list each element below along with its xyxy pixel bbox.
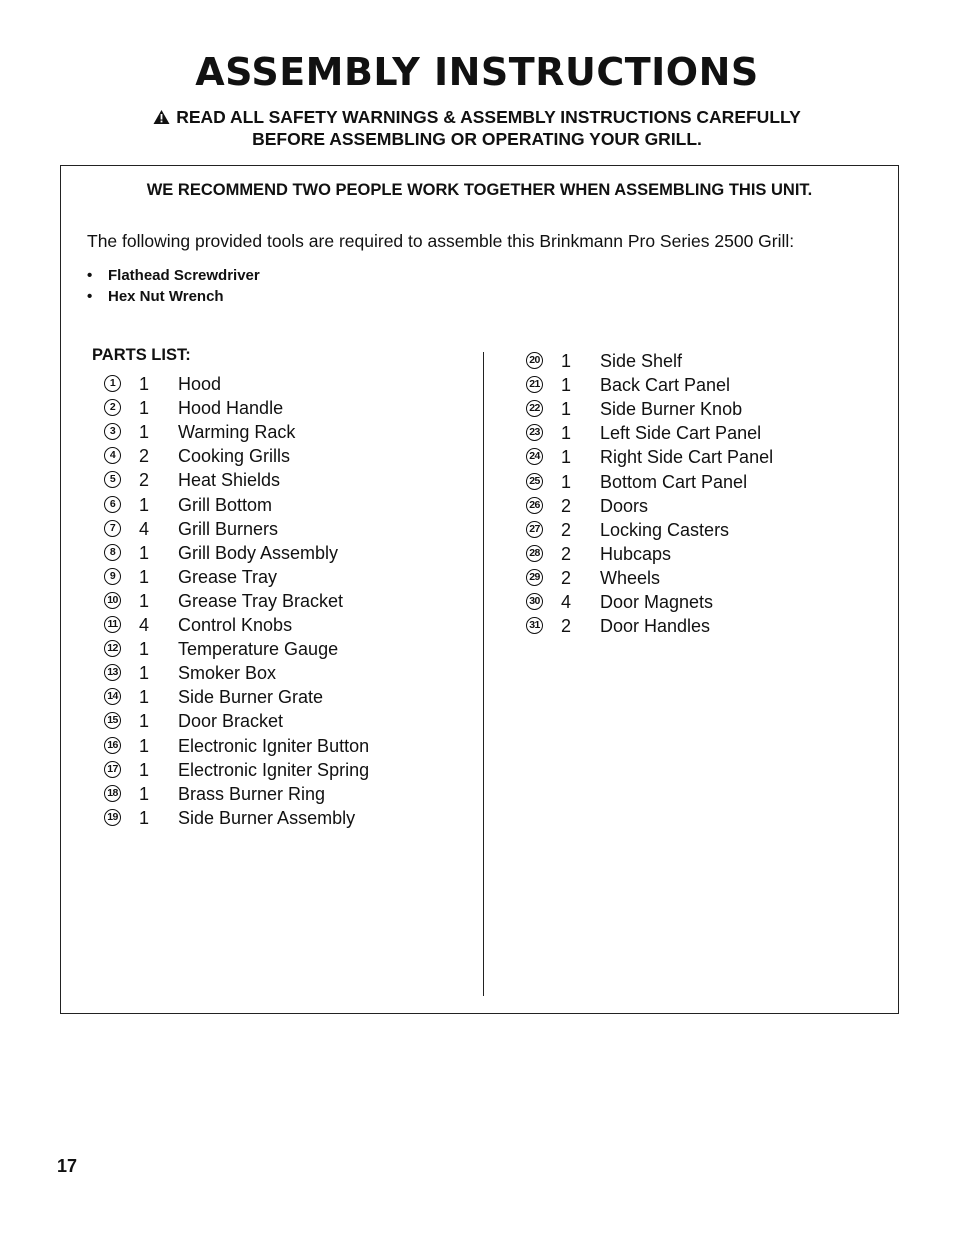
tool-item [87, 267, 260, 284]
tools-intro-text: The following provided tools are required to assemble this Brinkmann Pro Series 2500 Grill: [87, 231, 795, 251]
bullet-icon: • [87, 267, 93, 284]
part-name: Grill Bottom [178, 495, 273, 515]
part-number-badge: 11 [104, 616, 121, 633]
part-number-badge: 17 [104, 761, 121, 778]
part-number-badge: 1 [104, 375, 121, 392]
warning-line-2: BEFORE ASSEMBLING OR OPERATING YOUR GRILL. [252, 129, 702, 149]
part-number-badge: 19 [104, 809, 121, 826]
part-number-badge: 22 [526, 400, 543, 417]
part-number-badge: 6 [104, 496, 121, 513]
part-name: Door Handles [600, 616, 711, 636]
tool-item [87, 288, 224, 305]
part-quantity: 1 [139, 374, 150, 394]
part-number-badge: 8 [104, 544, 121, 561]
part-name: Door Bracket [178, 711, 284, 731]
part-name: Right Side Cart Panel [600, 447, 774, 467]
tool-name: Flathead Screwdriver [108, 267, 260, 284]
part-name: Brass Burner Ring [178, 784, 326, 804]
part-name: Side Burner Knob [600, 399, 743, 419]
part-name: Door Magnets [600, 592, 714, 612]
part-quantity: 1 [561, 351, 572, 371]
part-quantity: 2 [561, 568, 572, 588]
part-quantity: 2 [561, 496, 572, 516]
tool-name: Hex Nut Wrench [108, 288, 224, 305]
recommendation-text: WE RECOMMEND TWO PEOPLE WORK TOGETHER WHEN ASSEMBLING THIS UNIT. [146, 181, 813, 199]
part-name: Back Cart Panel [600, 375, 731, 395]
part-number-badge: 25 [526, 473, 543, 490]
part-quantity: 1 [561, 423, 572, 443]
part-name: Grease Tray Bracket [178, 591, 344, 611]
part-quantity: 1 [139, 543, 150, 563]
part-quantity: 1 [139, 495, 150, 515]
part-quantity: 4 [139, 615, 150, 635]
part-quantity: 4 [139, 519, 150, 539]
part-number-badge: 13 [104, 664, 121, 681]
part-number-badge: 27 [526, 521, 543, 538]
part-name: Doors [600, 496, 649, 516]
part-number-badge: 18 [104, 785, 121, 802]
part-name: Electronic Igniter Spring [178, 760, 370, 780]
part-name: Grease Tray [178, 567, 278, 587]
part-number-badge: 20 [526, 352, 543, 369]
part-number-badge: 9 [104, 568, 121, 585]
part-number-badge: 15 [104, 712, 121, 729]
part-quantity: 1 [561, 375, 572, 395]
part-quantity: 1 [139, 711, 150, 731]
part-name: Temperature Gauge [178, 639, 339, 659]
part-quantity: 2 [561, 520, 572, 540]
part-quantity: 1 [561, 399, 572, 419]
part-name: Hood [178, 374, 222, 394]
part-name: Grill Burners [178, 519, 279, 539]
part-number-badge: 4 [104, 447, 121, 464]
part-quantity: 1 [561, 447, 572, 467]
part-quantity: 2 [139, 446, 150, 466]
part-number-badge: 26 [526, 497, 543, 514]
part-number-badge: 31 [526, 617, 543, 634]
part-number-badge: 24 [526, 448, 543, 465]
part-quantity: 1 [139, 736, 150, 756]
part-number-badge: 21 [526, 376, 543, 393]
part-name: Heat Shields [178, 470, 281, 490]
part-name: Wheels [600, 568, 661, 588]
part-name: Hood Handle [178, 398, 284, 418]
part-quantity: 1 [139, 760, 150, 780]
part-number-badge: 10 [104, 592, 121, 609]
part-number-badge: 29 [526, 569, 543, 586]
column-divider [483, 352, 484, 996]
part-name: Hubcaps [600, 544, 672, 564]
parts-list-title: PARTS LIST: [92, 346, 191, 364]
part-quantity: 4 [561, 592, 572, 612]
part-name: Electronic Igniter Button [178, 736, 370, 756]
part-quantity: 2 [139, 470, 150, 490]
bullet-icon: • [87, 288, 93, 305]
part-quantity: 1 [139, 398, 150, 418]
part-number-badge: 5 [104, 471, 121, 488]
part-quantity: 1 [139, 808, 150, 828]
part-name: Locking Casters [600, 520, 730, 540]
part-number-badge: 14 [104, 688, 121, 705]
part-quantity: 1 [139, 784, 150, 804]
part-name: Warming Rack [178, 422, 296, 442]
part-quantity: 2 [561, 616, 572, 636]
part-number-badge: 16 [104, 737, 121, 754]
part-quantity: 1 [139, 591, 150, 611]
part-quantity: 1 [139, 687, 150, 707]
part-number-badge: 2 [104, 399, 121, 416]
part-name: Bottom Cart Panel [600, 472, 748, 492]
warning-line-1: READ ALL SAFETY WARNINGS & ASSEMBLY INSTRUCTIONS CAREFULLY [176, 107, 801, 127]
part-name: Grill Body Assembly [178, 543, 339, 563]
part-quantity: 1 [139, 567, 150, 587]
part-number-badge: 3 [104, 423, 121, 440]
part-name: Side Shelf [600, 351, 683, 371]
page-number: 17 [57, 1156, 78, 1176]
part-number-badge: 28 [526, 545, 543, 562]
part-name: Cooking Grills [178, 446, 291, 466]
part-quantity: 2 [561, 544, 572, 564]
part-number-badge: 7 [104, 520, 121, 537]
part-name: Left Side Cart Panel [600, 423, 762, 443]
part-quantity: 1 [139, 663, 150, 683]
part-name: Side Burner Grate [178, 687, 324, 707]
safety-warning [0, 106, 954, 150]
part-number-badge: 23 [526, 424, 543, 441]
part-name: Control Knobs [178, 615, 293, 635]
warning-triangle-icon [153, 109, 170, 125]
part-quantity: 1 [139, 639, 150, 659]
part-quantity: 1 [561, 472, 572, 492]
part-number-badge: 30 [526, 593, 543, 610]
part-number-badge: 12 [104, 640, 121, 657]
page-title: ASSEMBLY INSTRUCTIONS [195, 50, 759, 94]
part-quantity: 1 [139, 422, 150, 442]
part-name: Side Burner Assembly [178, 808, 356, 828]
part-name: Smoker Box [178, 663, 277, 683]
